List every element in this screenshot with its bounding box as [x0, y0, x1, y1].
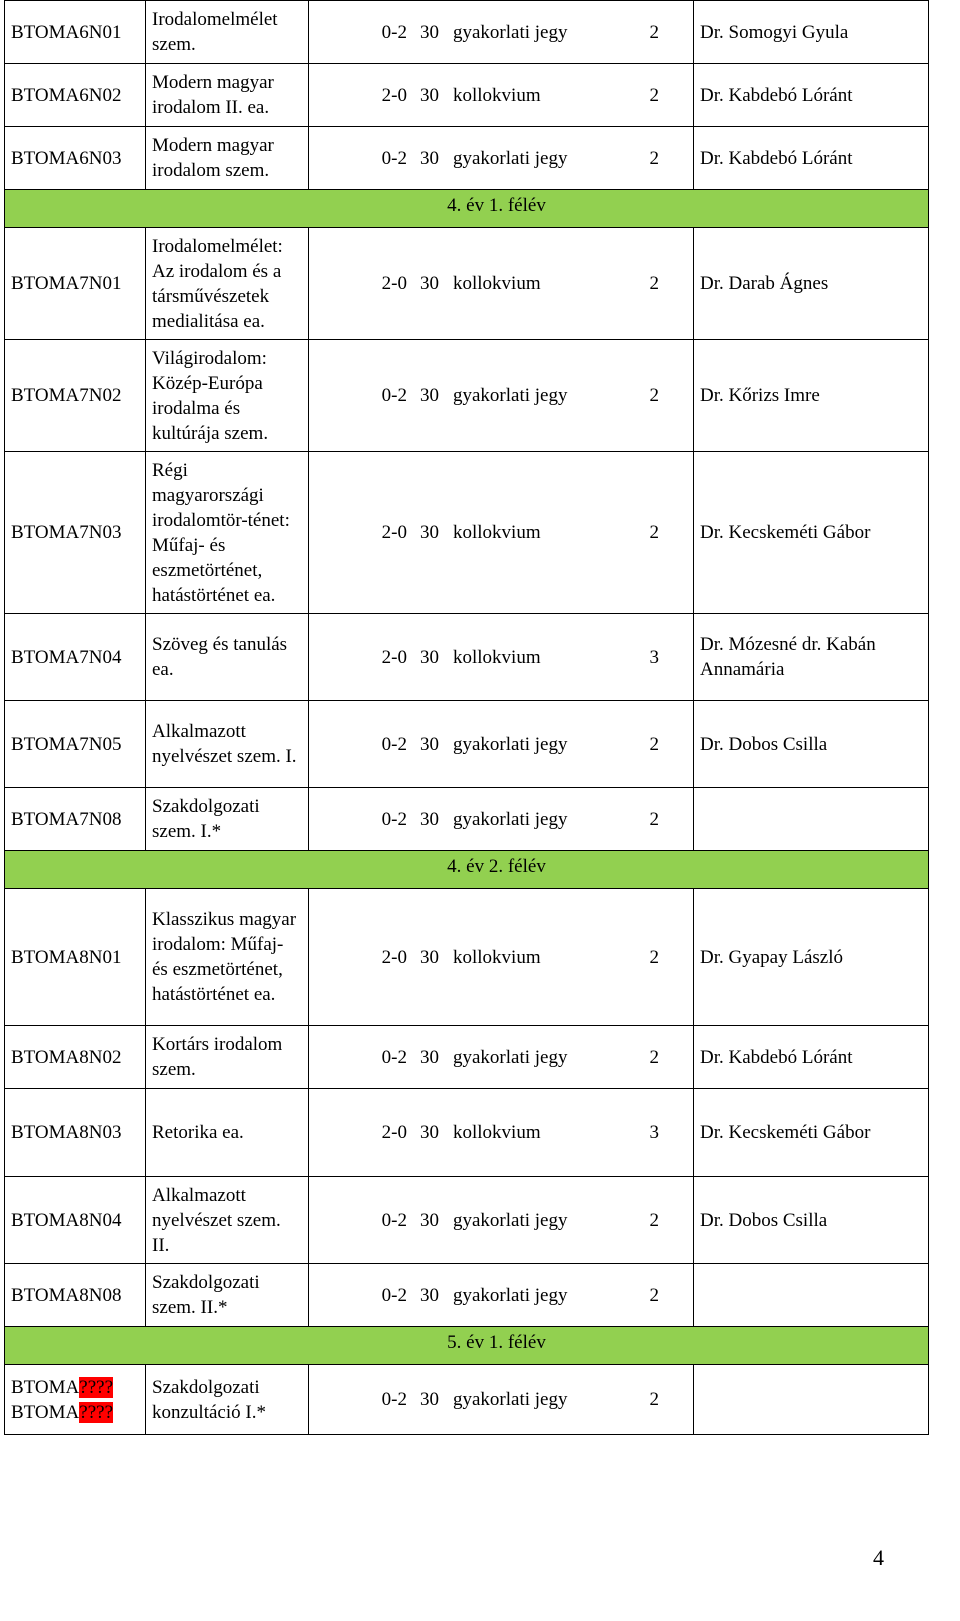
course-details-cell — [309, 127, 694, 190]
semester-label: 4. év 2. félév — [447, 856, 546, 877]
course-details-cell — [309, 1089, 694, 1177]
course-row — [5, 701, 929, 788]
instructor-cell — [694, 788, 929, 851]
instructor-name: Dr. Kabdebó Lóránt — [700, 84, 853, 106]
semester-header — [5, 851, 929, 889]
instructor-cell — [694, 1, 929, 64]
contact-hours: 30 — [420, 84, 439, 106]
course-details — [309, 1283, 693, 1308]
evaluation-type: kollokvium — [453, 946, 541, 968]
hours-ratio: 2-0 — [381, 84, 407, 106]
hours-ratio: 0-2 — [381, 808, 407, 830]
course-details-cell — [309, 1365, 694, 1435]
course-row — [5, 1, 929, 64]
course-code-cell — [5, 340, 146, 452]
course-details — [309, 83, 693, 108]
hours-ratio: 0-2 — [381, 1284, 407, 1306]
contact-hours: 30 — [420, 946, 439, 968]
instructor-cell — [694, 614, 929, 701]
credits: 2 — [649, 522, 659, 543]
evaluation-type: kollokvium — [453, 522, 541, 543]
course-details-cell — [309, 340, 694, 452]
page-number: 4 — [873, 1545, 884, 1570]
hours-ratio: 0-2 — [381, 733, 407, 755]
credits: 2 — [649, 84, 659, 106]
evaluation-type: gyakorlati jegy — [453, 1046, 568, 1068]
contact-hours: 30 — [420, 733, 439, 755]
evaluation-type: gyakorlati jegy — [453, 808, 568, 830]
course-code: BTOMA7N02 — [11, 385, 122, 406]
course-code-line — [11, 1375, 139, 1400]
course-title-cell — [146, 1089, 309, 1177]
instructor-name: Dr. Kőrizs Imre — [700, 385, 820, 406]
instructor-cell — [694, 452, 929, 614]
course-code: BTOMA7N03 — [11, 522, 122, 543]
course-title: Modern magyar irodalom szem. — [152, 135, 274, 181]
contact-hours: 30 — [420, 808, 439, 830]
credits: 2 — [649, 273, 659, 294]
semester-header — [5, 190, 929, 228]
course-row — [5, 1365, 929, 1435]
course-details-cell — [309, 1264, 694, 1327]
course-details — [309, 146, 693, 171]
course-row — [5, 340, 929, 452]
contact-hours: 30 — [420, 522, 439, 543]
course-details-cell — [309, 889, 694, 1026]
hours-ratio: 2-0 — [381, 946, 407, 968]
course-title: Klasszikus magyar irodalom: Műfaj- és eszmetörténet, hatástörténet ea. — [152, 909, 297, 1005]
evaluation-type: gyakorlati jegy — [453, 21, 568, 43]
contact-hours: 30 — [420, 21, 439, 43]
course-details — [309, 1387, 693, 1412]
course-title: Alkalmazott nyelvészet szem. II. — [152, 1184, 281, 1256]
course-details-cell — [309, 614, 694, 701]
instructor-name: Dr. Mózesné dr. Kabán Annamária — [700, 634, 876, 680]
course-title: Szakdolgozati szem. II.* — [152, 1272, 260, 1318]
course-title: Szöveg és tanulás ea. — [152, 634, 288, 680]
credits: 2 — [649, 1389, 659, 1410]
course-code: BTOMA7N01 — [11, 273, 122, 294]
contact-hours: 30 — [420, 1284, 439, 1306]
course-details — [309, 807, 693, 832]
semester-label: 4. év 1. félév — [447, 195, 546, 216]
contact-hours: 30 — [420, 273, 439, 294]
course-details-cell — [309, 1026, 694, 1089]
course-code-cell — [5, 1, 146, 64]
course-title-cell — [146, 1365, 309, 1435]
hours-ratio: 0-2 — [381, 21, 407, 43]
course-title: Alkalmazott nyelvészet szem. I. — [152, 721, 297, 767]
course-details — [309, 383, 693, 408]
course-row — [5, 127, 929, 190]
evaluation-type: kollokvium — [453, 84, 541, 106]
course-code: BTOMA8N08 — [11, 1284, 122, 1306]
instructor-name: Dr. Somogyi Gyula — [700, 21, 849, 43]
instructor-cell — [694, 127, 929, 190]
course-title-cell — [146, 64, 309, 127]
credits: 2 — [649, 1284, 659, 1306]
course-row — [5, 788, 929, 851]
evaluation-type: gyakorlati jegy — [453, 147, 568, 169]
course-row — [5, 228, 929, 340]
evaluation-type: kollokvium — [453, 646, 541, 668]
course-details — [309, 945, 693, 970]
course-code: BTOMA6N01 — [11, 21, 122, 43]
instructor-name: Dr. Kecskeméti Gábor — [700, 522, 871, 543]
instructor-cell — [694, 1264, 929, 1327]
course-code-cell — [5, 64, 146, 127]
instructor-cell — [694, 228, 929, 340]
hours-ratio: 0-2 — [381, 1046, 407, 1068]
contact-hours: 30 — [420, 1389, 439, 1410]
course-code-cell — [5, 1264, 146, 1327]
course-title: Régi magyarországi irodalomtör-ténet: Műfaj- és eszmetörténet, hatástörténet ea. — [152, 459, 290, 606]
course-details — [309, 520, 693, 545]
semester-header-cell — [5, 190, 929, 228]
credits: 3 — [649, 646, 659, 668]
course-details — [309, 1045, 693, 1070]
hours-ratio: 2-0 — [381, 646, 407, 668]
course-row — [5, 889, 929, 1026]
instructor-name: Dr. Kabdebó Lóránt — [700, 147, 853, 169]
hours-ratio: 2-0 — [381, 522, 407, 543]
course-code: BTOMA8N02 — [11, 1046, 122, 1068]
hours-ratio: 0-2 — [381, 147, 407, 169]
credits: 2 — [649, 733, 659, 755]
instructor-name: Dr. Dobos Csilla — [700, 1209, 828, 1231]
hours-ratio: 0-2 — [381, 1389, 407, 1410]
semester-header-cell — [5, 1327, 929, 1365]
hours-ratio: 0-2 — [381, 1209, 407, 1231]
contact-hours: 30 — [420, 385, 439, 406]
credits: 2 — [649, 946, 659, 968]
course-title-cell — [146, 1264, 309, 1327]
credits: 2 — [649, 21, 659, 43]
hours-ratio: 2-0 — [381, 273, 407, 294]
course-title: Szakdolgozati konzultáció I.* — [152, 1376, 266, 1423]
course-code-cell — [5, 614, 146, 701]
course-title: Irodalomelmélet szem. — [152, 9, 278, 55]
course-title-cell — [146, 228, 309, 340]
course-code: BTOMA7N08 — [11, 808, 122, 830]
course-title: Világirodalom: Közép-Európa irodalma és kultúrája szem. — [152, 347, 269, 444]
course-row — [5, 1026, 929, 1089]
course-code-cell — [5, 1089, 146, 1177]
course-details-cell — [309, 1177, 694, 1264]
contact-hours: 30 — [420, 147, 439, 169]
course-details-cell — [309, 1, 694, 64]
course-details-cell — [309, 788, 694, 851]
instructor-cell — [694, 889, 929, 1026]
course-title-cell — [146, 788, 309, 851]
course-row — [5, 64, 929, 127]
course-details — [309, 645, 693, 670]
course-code-cell — [5, 1365, 146, 1435]
evaluation-type: gyakorlati jegy — [453, 1209, 568, 1231]
course-title-cell — [146, 614, 309, 701]
course-row — [5, 614, 929, 701]
course-code: BTOMA7N04 — [11, 646, 122, 668]
course-code-cell — [5, 127, 146, 190]
contact-hours: 30 — [420, 646, 439, 668]
credits: 2 — [649, 1046, 659, 1068]
instructor-cell — [694, 340, 929, 452]
course-table — [4, 0, 929, 1435]
course-title-cell — [146, 701, 309, 788]
course-code-cell — [5, 889, 146, 1026]
course-code-cell — [5, 1177, 146, 1264]
course-details — [309, 271, 693, 296]
course-title-cell — [146, 889, 309, 1026]
evaluation-type: gyakorlati jegy — [453, 1284, 568, 1306]
course-title: Modern magyar irodalom II. ea. — [152, 72, 274, 118]
course-title-cell — [146, 1, 309, 64]
course-code-prefix: BTOMA — [11, 1401, 80, 1423]
course-details — [309, 1120, 693, 1145]
course-code: BTOMA8N03 — [11, 1122, 122, 1143]
course-title: Retorika ea. — [152, 1122, 244, 1143]
evaluation-type: gyakorlati jegy — [453, 733, 568, 755]
contact-hours: 30 — [420, 1046, 439, 1068]
course-row — [5, 1264, 929, 1327]
course-code: BTOMA8N04 — [11, 1209, 122, 1231]
course-code-prefix: BTOMA — [11, 1376, 80, 1398]
course-title-cell — [146, 127, 309, 190]
evaluation-type: kollokvium — [453, 1122, 541, 1143]
course-details — [309, 1208, 693, 1233]
course-code-cell — [5, 788, 146, 851]
evaluation-type: gyakorlati jegy — [453, 1389, 568, 1410]
contact-hours: 30 — [420, 1209, 439, 1231]
course-code: BTOMA6N02 — [11, 84, 122, 106]
course-title: Irodalomelmélet: Az irodalom és a társművészetek medialitása ea. — [152, 235, 283, 332]
evaluation-type: gyakorlati jegy — [453, 385, 568, 406]
course-title: Szakdolgozati szem. I.* — [152, 796, 260, 842]
instructor-name: Dr. Kabdebó Lóránt — [700, 1046, 853, 1068]
credits: 2 — [649, 385, 659, 406]
course-title: Kortárs irodalom szem. — [152, 1034, 283, 1080]
course-code: BTOMA7N05 — [11, 733, 122, 755]
course-code-cell — [5, 228, 146, 340]
course-details — [309, 732, 693, 757]
course-details-cell — [309, 452, 694, 614]
semester-header — [5, 1327, 929, 1365]
instructor-cell — [694, 64, 929, 127]
course-row — [5, 452, 929, 614]
credits: 2 — [649, 808, 659, 830]
instructor-name: Dr. Kecskeméti Gábor — [700, 1122, 871, 1143]
course-title-cell — [146, 1177, 309, 1264]
course-code-line — [11, 1400, 139, 1425]
evaluation-type: kollokvium — [453, 273, 541, 294]
course-row — [5, 1089, 929, 1177]
course-row — [5, 1177, 929, 1264]
instructor-cell — [694, 701, 929, 788]
instructor-cell — [694, 1177, 929, 1264]
course-details-cell — [309, 701, 694, 788]
course-code: BTOMA6N03 — [11, 147, 122, 169]
instructor-name: Dr. Darab Ágnes — [700, 273, 829, 294]
course-code-cell — [5, 701, 146, 788]
semester-header-cell — [5, 851, 929, 889]
contact-hours: 30 — [420, 1122, 439, 1143]
instructor-cell — [694, 1365, 929, 1435]
semester-label: 5. év 1. félév — [447, 1332, 546, 1353]
course-title-cell — [146, 452, 309, 614]
instructor-name: Dr. Dobos Csilla — [700, 733, 828, 755]
course-details-cell — [309, 228, 694, 340]
course-code-placeholder: ???? — [79, 1376, 114, 1398]
course-code-cell — [5, 452, 146, 614]
course-title-cell — [146, 340, 309, 452]
course-code-cell — [5, 1026, 146, 1089]
instructor-cell — [694, 1026, 929, 1089]
course-code: BTOMA8N01 — [11, 946, 122, 968]
credits: 2 — [649, 1209, 659, 1231]
hours-ratio: 2-0 — [381, 1122, 407, 1143]
credits: 2 — [649, 147, 659, 169]
course-details — [309, 20, 693, 45]
credits: 3 — [649, 1122, 659, 1143]
instructor-name: Dr. Gyapay László — [700, 946, 843, 968]
hours-ratio: 0-2 — [381, 385, 407, 406]
instructor-cell — [694, 1089, 929, 1177]
course-title-cell — [146, 1026, 309, 1089]
course-details-cell — [309, 64, 694, 127]
course-code-placeholder: ???? — [79, 1401, 114, 1423]
